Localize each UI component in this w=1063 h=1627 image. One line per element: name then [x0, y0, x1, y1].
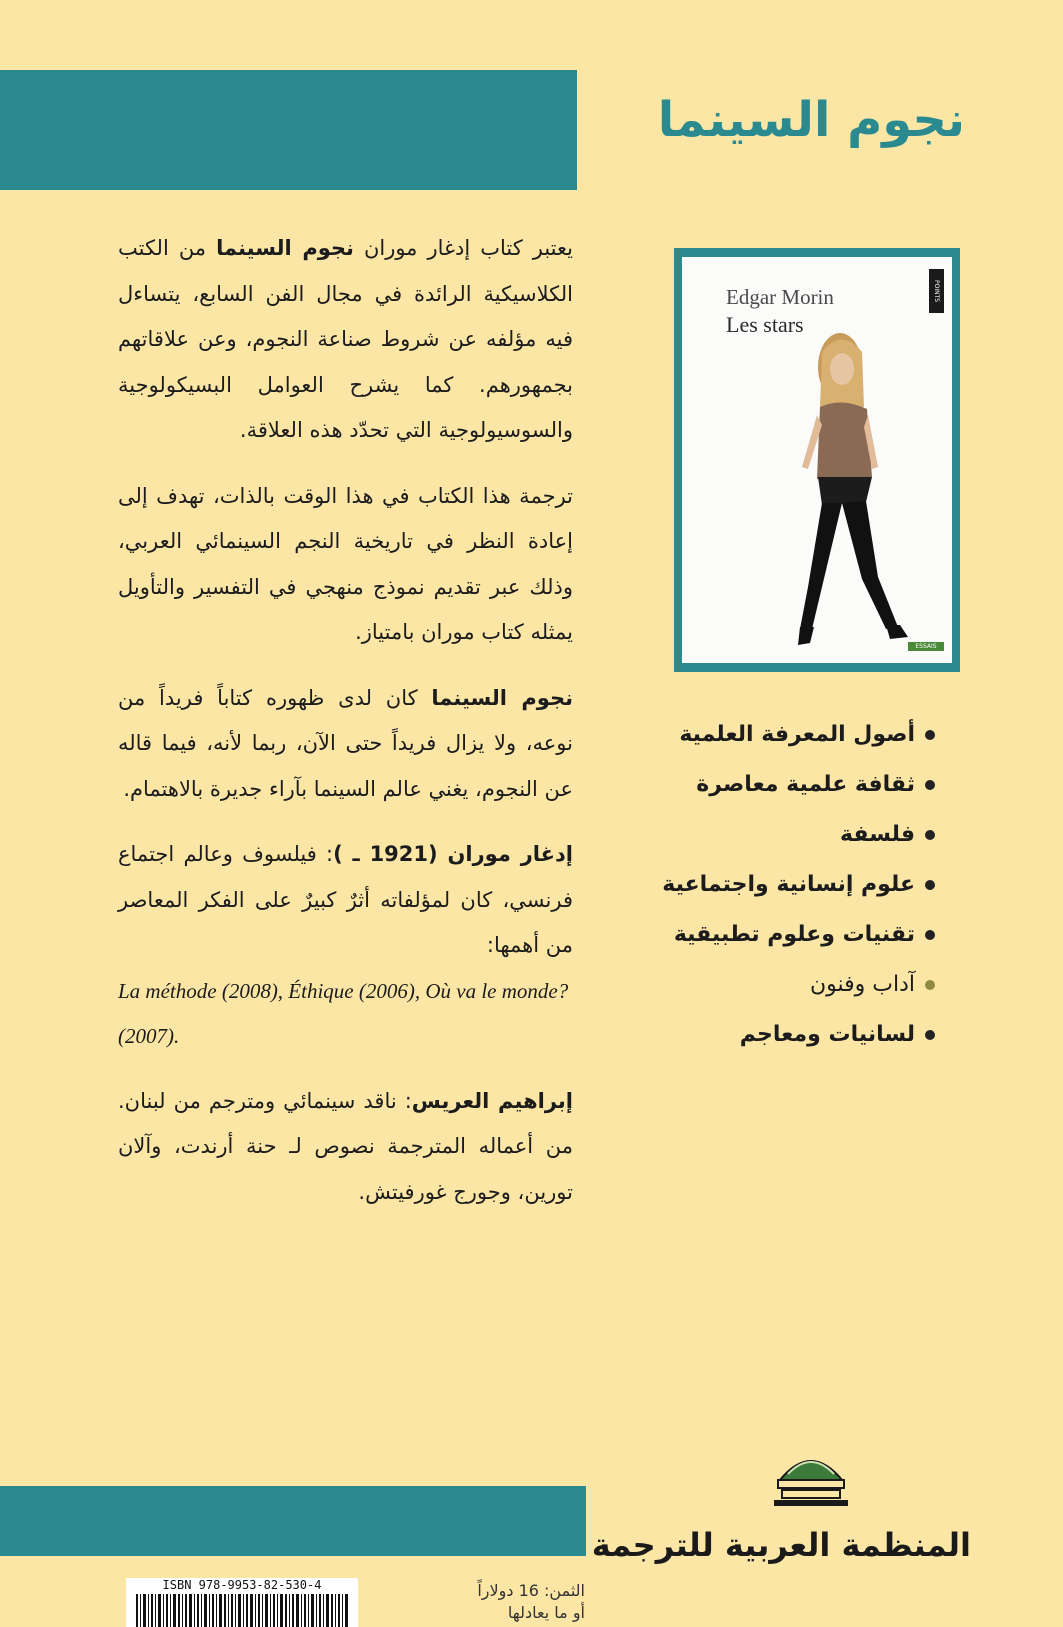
isbn-barcode: [126, 1578, 358, 1627]
cover-woman-illustration: [682, 257, 952, 663]
price-line: الثمن: 16 دولاراً: [477, 1581, 585, 1600]
author-bio: : فيلسوف وعالم اجتماع فرنسي، كان لمؤلفاته أثرٌ كبيرٌ على الفكر المعاصر من أهمها:: [118, 842, 573, 957]
cover-series-badge: ESSAIS: [908, 642, 944, 651]
series-item-label: أصول المعرفة العلمية: [679, 722, 915, 747]
bullet-icon: [925, 930, 935, 940]
series-item-current: [605, 962, 935, 1012]
intro-book-name: نجوم السينما: [216, 236, 354, 260]
cover-publisher-badge: POINTS: [929, 269, 944, 313]
book-title: نجوم السينما: [657, 92, 965, 148]
paragraph-translator: [118, 1079, 573, 1216]
series-item-label: تقنيات وعلوم تطبيقية: [673, 922, 915, 947]
original-cover-frame: [674, 248, 960, 672]
organization-logo-icon: [770, 1440, 852, 1510]
series-item-label: علوم إنسانية واجتماعية: [662, 872, 915, 897]
series-item-label: ثقافة علمية معاصرة: [696, 772, 915, 797]
isbn-text: ISBN 978-9953-82-530-4: [162, 1578, 322, 1592]
top-teal-band: [0, 70, 577, 190]
price-block: [400, 1580, 585, 1624]
price-equivalent-line: أو ما يعادلها: [507, 1603, 585, 1622]
bullet-icon: [925, 730, 935, 740]
intro-rest: من الكتب الكلاسيكية الرائدة في مجال الفن السابع، يتساءل فيه مؤلفه عن شروط صناعة النجوم، وعن علاقاتهم بجمهورهم. كما يشرح العوامل البسيكولوجية والسوسيولوجية التي تحدّد هذه العلاقة.: [118, 236, 573, 442]
intro-lead: يعتبر كتاب إدغار موران: [353, 236, 573, 260]
author-name-dates: إدغار موران (1921 ـ ): [333, 842, 573, 866]
series-item: [605, 812, 935, 862]
series-item: [605, 762, 935, 812]
bullet-icon: [925, 880, 935, 890]
unique-rest: كان لدى ظهوره كتاباً فريداً من نوعه، ولا يزال فريداً حتى الآن، ربما لأنه، فيما قاله عن النجوم، يغني عالم السينما بآراء جديرة بالاهتمام.: [118, 685, 573, 801]
series-item: [605, 912, 935, 962]
paragraph-intro: [118, 226, 573, 454]
original-cover: [682, 257, 952, 663]
paragraph-unique: [118, 676, 573, 813]
series-item-label: فلسفة: [840, 822, 915, 847]
bullet-icon: [925, 980, 935, 990]
series-item-label: لسانيات ومعاجم: [739, 1022, 915, 1047]
series-item-label: آداب وفنون: [809, 972, 915, 997]
series-item: [605, 862, 935, 912]
series-item: [605, 712, 935, 762]
bullet-icon: [925, 780, 935, 790]
translator-bio: : ناقد سينمائي ومترجم من لبنان. من أعماله المترجمة نصوص لـ حنة أرندت، وآلان تورين، وجورج غورفيتش.: [118, 1088, 573, 1204]
organization-name: المنظمة العربية للترجمة: [591, 1526, 971, 1564]
cover-title: Les stars: [726, 312, 804, 337]
translator-name: إبراهيم العريس: [411, 1088, 573, 1113]
barcode-icon: [136, 1594, 348, 1627]
bottom-teal-band: [0, 1486, 586, 1556]
cover-author: Edgar Morin: [726, 285, 834, 309]
series-item: [605, 1012, 935, 1062]
author-works: La méthode (2008), Éthique (2006), Où va le monde? (2007).: [118, 978, 569, 1048]
paragraph-translation: ترجمة هذا الكتاب في هذا الوقت بالذات، تهدف إلى إعادة النظر في تاريخية النجم السينمائي العربي، وذلك عبر تقديم نموذج منهجي في التفسير والتأويل يمثله كتاب موران بامتياز.: [118, 483, 573, 644]
back-cover-text: [118, 226, 573, 1235]
paragraph-author: [118, 832, 573, 969]
bullet-icon: [925, 830, 935, 840]
bullet-icon: [925, 1030, 935, 1040]
series-list: [605, 712, 935, 1062]
unique-book-name: نجوم السينما: [431, 685, 573, 710]
